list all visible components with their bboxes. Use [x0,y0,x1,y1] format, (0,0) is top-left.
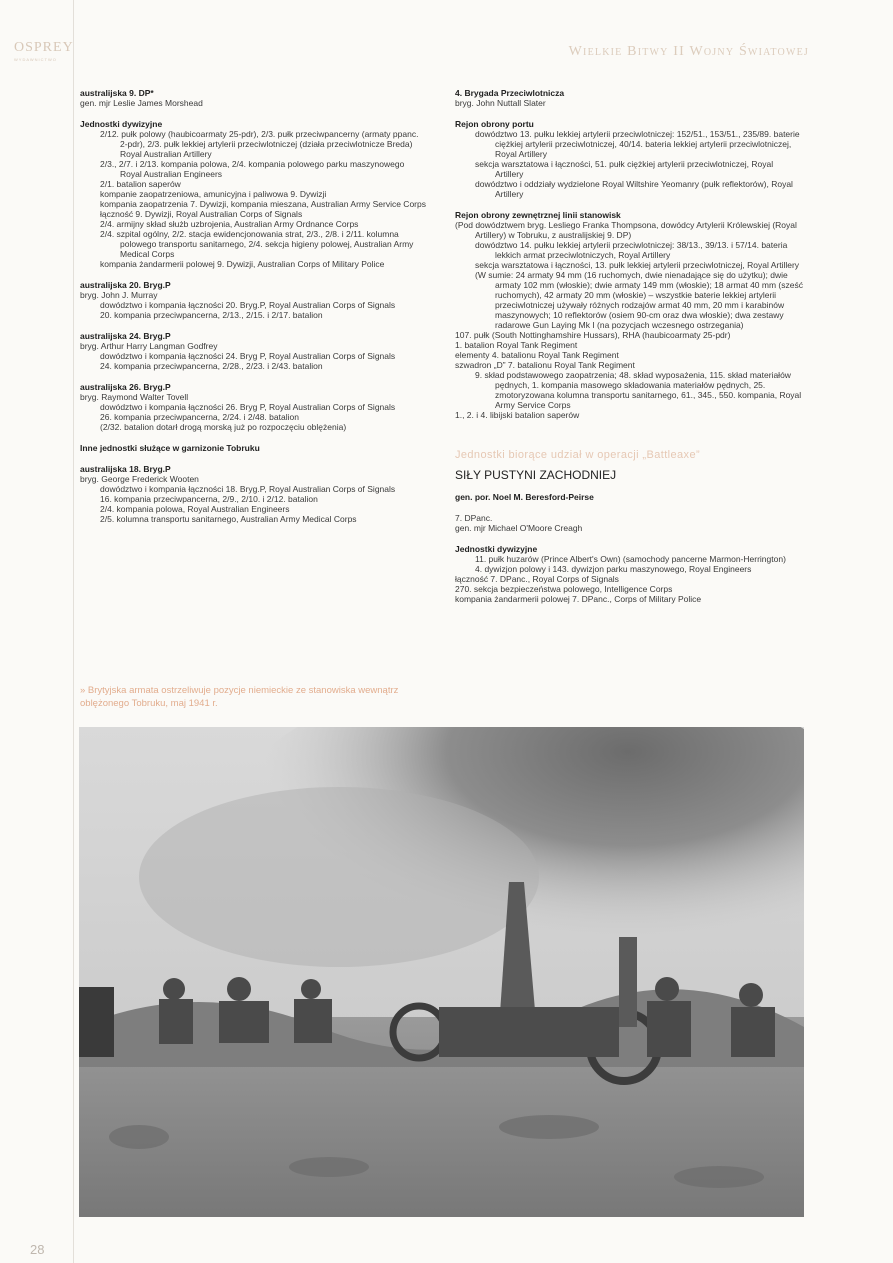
unit-line: 26. kompania przeciwpancerna, 2/24. i 2/48. batalion [100,412,299,422]
unit-line: 20. kompania przeciwpancerna, 2/13., 2/15. i 2/17. batalion [100,310,323,320]
unit-line: 2/4. kompania polowa, Royal Australian Engineers [100,504,290,514]
b24-block [80,331,426,371]
b4-heading: 4. Brygada Przeciwlotnicza [455,88,565,98]
unit-line: 2/1. batalion saperów [100,179,181,189]
unit-line: dowództwo 14. pułku lekkiej artylerii przeciwlotniczej: 38/13., 39/13. i 57/14. bateria lekkich armat przeciwlotniczych, Royal Artillery [475,240,788,260]
unit-line: dowództwo i kompania łączności 26. Bryg P, Royal Australian Corps of Signals [100,402,396,412]
page-gutter-line [73,0,74,1263]
unit-line: sekcja warsztatowa i łączności, 51. pułk ciężkiej artylerii przeciwlotniczej, Royal Artillery [475,159,774,179]
b18-commander: bryg. George Frederick Wooten [80,474,199,484]
unit-line: dowództwo 13. pułku lekkiej artylerii przeciwlotniczej: 152/51., 153/51., 235/89. baterie ciężkiej artylerii przeciwlotniczej, 40/14. bateria lekkiej artylerii przeciwlotniczej, Royal Artillery [475,129,800,159]
unit-line: 16. kompania przeciwpancerna, 2/9., 2/10. i 2/12. batalion [100,494,318,504]
div9-block [80,88,426,108]
unit-line: 24. kompania przeciwpancerna, 2/28., 2/23. i 2/43. batalion [100,361,323,371]
other-block [80,443,426,453]
photo-smoke-cloud [139,787,539,967]
brand-sub: WYDAWNICTWO [14,57,57,62]
b26-commander: bryg. Raymond Walter Tovell [80,392,189,402]
unit-line: łączność 9. Dywizji, Royal Australian Corps of Signals [100,209,303,219]
unit-line: 11. pułk huzarów (Prince Albert's Own) (samochody pancerne Marmon-Herrington) [475,554,786,564]
unit-line: 2/3., 2/7. i 2/13. kompania polowa, 2/4. kompania polowego parku maszynowego Royal Australian Engineers [100,159,405,179]
d7-commander: gen. mjr Michael O'Moore Creagh [455,523,583,533]
right-column [455,88,803,615]
photo-caption: » Brytyjska armata ostrzeliwuje pozycje niemieckie ze stanowiska wewnątrz oblężonego Tobruku, maj 1941 r. [80,685,399,709]
b20-heading: australijska 20. Bryg.P [80,280,171,290]
artillery-photo [79,727,804,1217]
unit-line: 9. skład podstawowego zaopatrzenia; 48. skład wyposażenia, 115. skład materiałów pędnych, 1. kompania masowego składowania materiałów pędnych, 25. zmotoryzowana kolumna transportu sanitarnego, 61., 345., 550. kompania, Royal Army Service Corps [475,370,802,410]
div9-commander: gen. mjr Leslie James Morshead [80,98,203,108]
other-heading: Inne jednostki służące w garnizonie Tobruku [80,443,260,453]
ext-heading: Rejon obrony zewnętrznej linii stanowisk [455,210,621,220]
b26-heading: australijska 26. Bryg.P [80,382,171,392]
brand-name: OSPREY [14,40,74,55]
unit-line: elementy 4. batalionu Royal Tank Regiment [455,350,619,360]
ext-block [455,210,803,420]
b20-commander: bryg. John J. Murray [80,290,158,300]
unit-line: szwadron „D” 7. batalionu Royal Tank Regiment [455,360,635,370]
wdf-cmd-block [455,492,803,502]
unit-line: 2/12. pułk polowy (haubicoarmaty 25-pdr), 2/3. pułk przeciwpancerny (armaty ppanc. 2-pdr), 2/3. pułk lekkiej artylerii przeciwlotniczej (działa przeciwlotnicze Breda) Royal Australian Artillery [100,129,419,159]
unit-line: 1. batalion Royal Tank Regiment [455,340,578,350]
unit-line: dowództwo i kompania łączności 24. Bryg P, Royal Australian Corps of Signals [100,351,396,361]
photo-crate [79,987,114,1057]
unit-line: kompania zaopatrzenia 7. Dywizji, kompania mieszana, Australian Army Service Corps [100,199,426,209]
unit-line: łączność 7. DPanc., Royal Corps of Signals [455,574,619,584]
unit-line: dowództwo i kompania łączności 18. Bryg.P, Royal Australian Corps of Signals [100,484,396,494]
div9-heading: australijska 9. DP* [80,88,154,98]
b26-block [80,382,426,432]
unit-line: dowództwo i oddziały wydzielone Royal Wiltshire Yeomanry (pułk reflektorów), Royal Artillery [475,179,793,199]
running-title: Wielkie Bitwy II Wojny Światowej [568,44,809,59]
b18-block [80,464,426,524]
b4-block [455,88,803,108]
d7-units-heading: Jednostki dywizyjne [455,544,538,554]
b4-commander: bryg. John Nuttall Slater [455,98,546,108]
div9-units-block [80,119,426,269]
d7-units-block [455,544,803,604]
osprey-logo [14,40,74,62]
unit-line: (2/32. batalion dotarł drogą morską już po rozpoczęciu oblężenia) [100,422,347,432]
unit-line: 2/5. kolumna transportu sanitarnego, Australian Army Medical Corps [100,514,357,524]
d7-block [455,513,803,533]
b24-heading: australijska 24. Bryg.P [80,331,171,341]
ext-intro: (Pod dowództwem bryg. Lesliego Franka Thompsona, dowódcy Artylerii Królewskiej (Royal Artillery) w Tobruku, z australijskiej 9. DP) [455,220,797,240]
unit-line: sekcja warsztatowa i łączności, 13. pułk lekkiej artylerii przeciwlotniczej, Royal Artillery [475,260,800,270]
unit-line: kompania żandarmerii polowej 9. Dywizji, Australian Corps of Military Police [100,259,385,269]
left-column [80,88,426,535]
b18-heading: australijska 18. Bryg.P [80,464,171,474]
unit-line: dowództwo i kompania łączności 20. Bryg.P, Royal Australian Corps of Signals [100,300,396,310]
b24-commander: bryg. Arthur Harry Langman Godfrey [80,341,218,351]
unit-line: kompanie zaopatrzeniowa, amunicyjna i paliwowa 9. Dywizji [100,189,327,199]
port-heading: Rejon obrony portu [455,119,534,129]
units-heading: Jednostki dywizyjne [80,119,163,129]
unit-line: kompania żandarmerii polowej 7. DPanc., Corps of Military Police [455,594,702,604]
unit-line: 1., 2. i 4. libijski batalion saperów [455,410,580,420]
unit-line: 270. sekcja bezpieczeństwa polowego, Intelligence Corps [455,584,673,594]
unit-line: 2/4. armijny skład służb uzbrojenia, Australian Army Ordnance Corps [100,219,359,229]
port-block [455,119,803,199]
unit-line: 2/4. szpital ogólny, 2/2. stacja ewidencjonowania strat, 2/3., 2/8. i 2/11. kolumna polowego transportu sanitarnego, 2/4. sekcja higieny polowej, Australian Army Medical Corps [100,229,414,259]
page-number: 28 [30,1242,45,1257]
unit-line: 107. pułk (South Nottinghamshire Hussars), RHA (haubicoarmaty 25-pdr) [455,330,731,340]
wdf-commander: gen. por. Noel M. Beresford-Peirse [455,492,594,502]
d7-heading: 7. DPanc. [455,513,493,523]
unit-line: 4. dywizjon polowy i 143. dywizjon parku maszynowego, Royal Engineers [475,564,752,574]
b20-block [80,280,426,320]
section-heading-battleaxe: Jednostki biorące udział w operacji „Battleaxe” [455,449,701,461]
section-heading-wdf: SIŁY PUSTYNI ZACHODNIEJ [455,468,617,482]
unit-line: (W sumie: 24 armaty 94 mm (16 ruchomych, dwie nienadające się do użytku); dwie armaty 102 mm (włoskie); dwie armaty 149 mm (włoskie); 18 armat 40 mm (sześć ruchomych), 42 armaty 20 mm (włoskie) – wszystkie baterie lekkiej artylerii przeciwlotniczej używały różnych rodzajów armat 40 mm, 20 mm i karabinów maszynowych; 10 reflektorów (osiem 90-cm oraz dwa włoskie); dwa zestawy radarowe Gun Laying Mk I (na pozycjach wczesnego ostrzegania) [475,270,803,330]
